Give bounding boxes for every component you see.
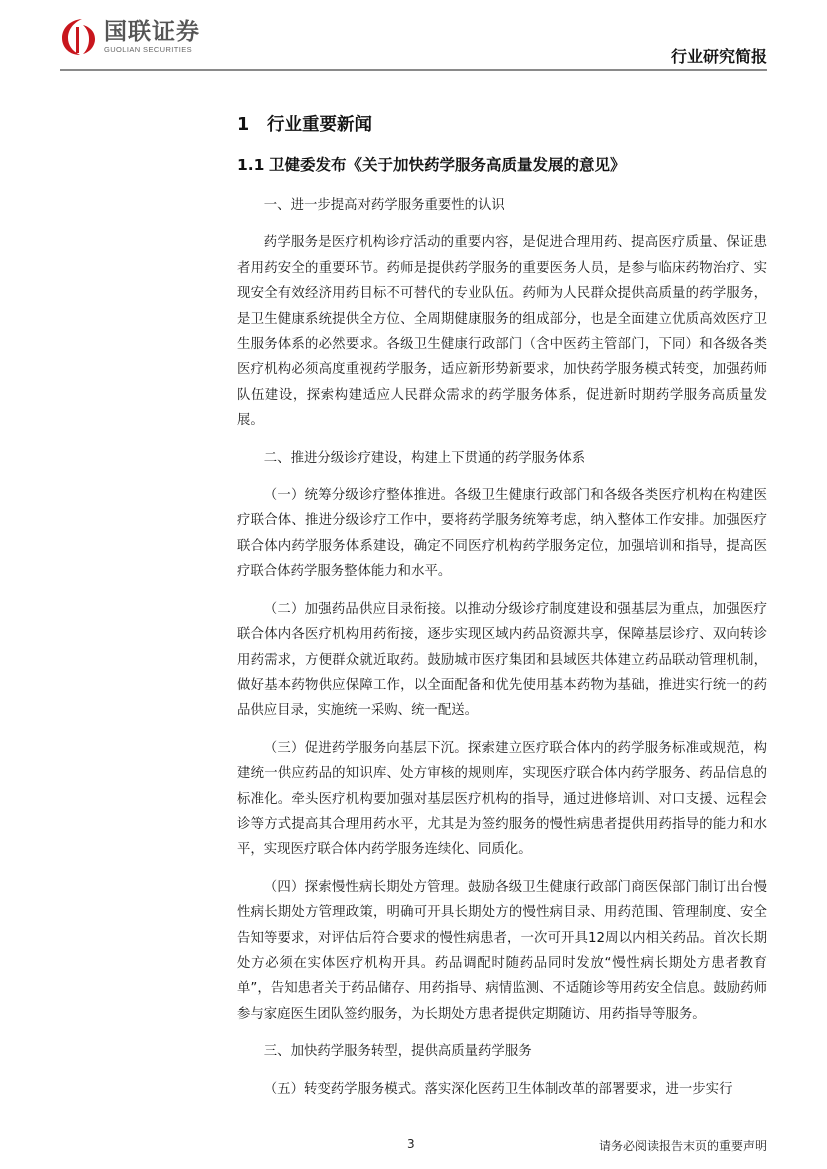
body-text bbox=[237, 193, 767, 1114]
paragraph: （一）统筹分级诊疗整体推进。各级卫生健康行政部门和各级各类医疗机构在构建医疗联合体、推进分级诊疗工作中，要将药学服务统筹考虑，纳入整体工作安排。加强医疗联合体内药学服务体系建设，确定不同医疗机构药学服务定位，加强培训和指导，提高医疗联合体药学服务整体能力和水平。 bbox=[237, 488, 767, 580]
subheading-3: 三、加快药学服务转型，提供高质量药学服务 bbox=[263, 1044, 532, 1060]
section-number: 1 bbox=[237, 115, 250, 135]
guolian-logo-icon bbox=[60, 17, 98, 57]
section-title: 行业重要新闻 bbox=[267, 115, 372, 135]
document-type-label: 行业研究简报 bbox=[670, 47, 767, 66]
company-logo bbox=[60, 17, 200, 57]
paragraph: 药学服务是医疗机构诊疗活动的重要内容，是促进合理用药、提高医疗质量、保证患者用药安全的重要环节。药师是提供药学服务的重要医务人员，是参与临床药物治疗、实现安全有效经济用药目标不可替代的专业队伍。药师为人民群众提供高质量的药学服务，是卫生健康系统提供全方位、全周期健康服务的组成部分，也是全面建立优质高效医疗卫生服务体系的必然要求。各级卫生健康行政部门（含中医药主管部门，下同）和各级各类医疗机构必须高度重视药学服务，适应新形势新要求，加快药学服务模式转变，加强药师队伍建设，探索构建适应人民群众需求的药学服务体系，促进新时期药学服务高质量发展。 bbox=[237, 235, 767, 429]
section-heading bbox=[237, 111, 372, 136]
page-number: 3 bbox=[407, 1137, 415, 1151]
paragraph: （四）探索慢性病长期处方管理。鼓励各级卫生健康行政部门商医保部门制订出台慢性病长期处方管理政策，明确可开具长期处方的慢性病目录、用药范围、管理制度、安全告知等要求，对评估后符合要求的慢性病患者，一次可开具12周以内相关药品。首次长期处方必须在实体医疗机构开具。药品调配时随药品同时发放“慢性病长期处方患者教育单”，告知患者关于药品储存、用药指导、病情监测、不适随诊等用药安全信息。鼓励药师参与家庭医生团队签约服务，为长期处方患者提供定期随访、用药指导等服务。 bbox=[237, 879, 767, 1022]
footer-disclaimer: 请务必阅读报告末页的重要声明 bbox=[598, 1139, 767, 1153]
paragraph: （二）加强药品供应目录衔接。以推动分级诊疗制度建设和强基层为重点，加强医疗联合体内各医疗机构用药衔接，逐步实现区域内药品资源共享，保障基层诊疗、双向转诊用药需求，方便群众就近取药。鼓励城市医疗集团和县域医共体建立药品联动管理机制，做好基本药物供应保障工作，以全面配备和优先使用基本药物为基础，推进实行统一的药品供应目录，实施统一采购、统一配送。 bbox=[237, 601, 767, 719]
subsection-title: 卫健委发布《关于加快药学服务高质量发展的意见》 bbox=[269, 156, 626, 174]
paragraph: （三）促进药学服务向基层下沉。探索建立医疗联合体内的药学服务标准或规范，构建统一供应药品的知识库、处方审核的规则库，实现医疗联合体内药学服务、药品信息的标准化。牵头医疗机构要加强对基层医疗机构的指导，通过进修培训、对口支援、远程会诊等方式提高其合理用药水平，尤其是为签约服务的慢性病患者提供用药指导的能力和水平，实现医疗联合体内药学服务连续化、同质化。 bbox=[237, 740, 767, 858]
header-divider bbox=[60, 69, 767, 71]
logo-chinese-name: 国联证券 bbox=[104, 17, 200, 45]
subheading-2: 二、推进分级诊疗建设，构建上下贯通的药学服务体系 bbox=[263, 450, 586, 466]
subheading-1: 一、进一步提高对药学服务重要性的认识 bbox=[263, 198, 505, 213]
page-header bbox=[0, 0, 827, 75]
logo-english-name: GUOLIAN SECURITIES bbox=[104, 44, 193, 54]
paragraph: （五）转变药学服务模式。落实深化医药卫生体制改革的部署要求，进一步实行 bbox=[263, 1081, 733, 1097]
subsection-number: 1.1 bbox=[237, 156, 265, 174]
subsection-heading bbox=[237, 153, 626, 175]
